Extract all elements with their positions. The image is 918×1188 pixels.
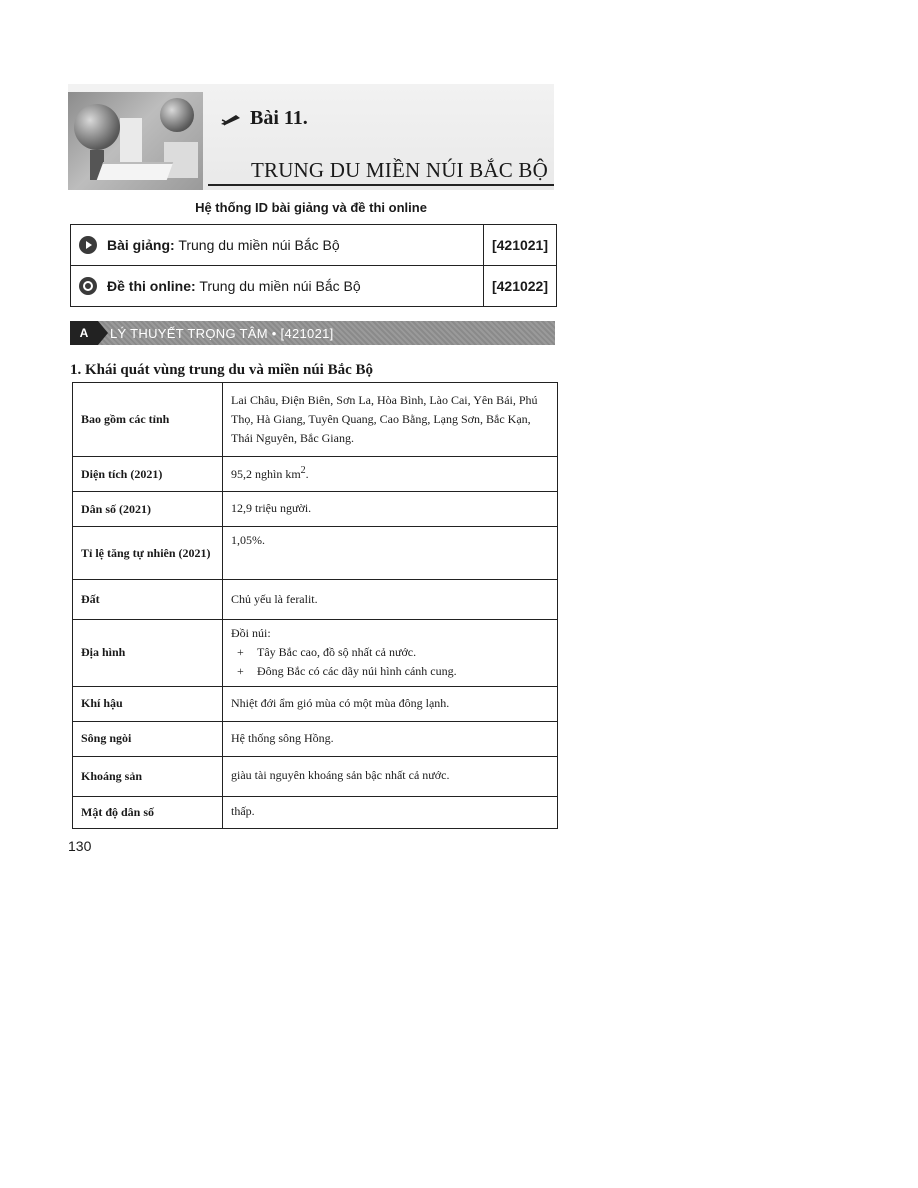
terrain-intro: Đồi núi:	[231, 626, 271, 640]
row-value: Nhiệt đới ẩm gió mùa có một mùa đông lạnh.	[223, 686, 558, 721]
row-value: 1,05%.	[223, 527, 558, 580]
area-period: .	[305, 467, 309, 482]
table-row	[73, 796, 558, 828]
row-label: Mật độ dân số	[73, 796, 223, 828]
exam-code: [421022]	[491, 278, 549, 294]
area-superscript: 2	[300, 465, 306, 477]
lecture-text: Trung du miền núi Bắc Bộ	[178, 237, 340, 253]
clock-icon	[79, 277, 97, 295]
title-underline	[208, 184, 554, 186]
section-letter: A	[70, 321, 98, 345]
row-value: 12,9 triệu người.	[223, 492, 558, 527]
id-system-heading: Hệ thống ID bài giảng và đề thi online	[195, 200, 427, 215]
row-value	[223, 457, 558, 492]
exam-label: Đề thi online:	[107, 278, 196, 294]
id-table	[70, 224, 557, 307]
id-row-lecture[interactable]	[71, 225, 556, 266]
row-label: Dân số (2021)	[73, 492, 223, 527]
table-row	[73, 721, 558, 756]
table-row	[73, 580, 558, 620]
lesson-number	[220, 107, 308, 130]
row-label: Tỉ lệ tăng tự nhiên (2021)	[73, 527, 223, 580]
section-bar	[70, 321, 555, 345]
row-value: Hệ thống sông Hồng.	[223, 721, 558, 756]
row-value: Chủ yếu là feralit.	[223, 580, 558, 620]
table-row	[73, 756, 558, 796]
lecture-code: [421021]	[491, 237, 549, 253]
table-row	[73, 620, 558, 687]
row-label: Địa hình	[73, 620, 223, 687]
terrain-item: + Đông Bắc có các dãy núi hình cánh cung.	[231, 662, 549, 681]
row-value: Lai Châu, Điện Biên, Sơn La, Hòa Bình, Lào Cai, Yên Bái, Phú Thọ, Hà Giang, Tuyên Quang, Cao Bằng, Lạng Sơn, Bắc Kạn, Thái Nguyên, Bắc Giang.	[223, 383, 558, 457]
area-value: 95,2 nghìn km	[231, 467, 301, 482]
section-title: LÝ THUYẾT TRỌNG TÂM • [421021]	[110, 325, 334, 341]
lecture-label: Bài giảng:	[107, 237, 175, 253]
row-label: Khoáng sản	[73, 756, 223, 796]
play-icon	[79, 236, 97, 254]
row-label: Diện tích (2021)	[73, 457, 223, 492]
overview-table	[72, 382, 558, 829]
table-row	[73, 383, 558, 457]
table-row	[73, 686, 558, 721]
lesson-title: TRUNG DU MIỀN NÚI BẮC BỘ	[250, 158, 548, 182]
table-row	[73, 492, 558, 527]
table-row	[73, 457, 558, 492]
pen-icon	[220, 112, 242, 126]
row-value: giàu tài nguyên khoáng sản bậc nhất cả nước.	[223, 756, 558, 796]
id-row-exam[interactable]	[71, 266, 556, 306]
lesson-banner	[68, 84, 554, 190]
globes-photo	[68, 92, 203, 190]
lesson-label: Bài 11.	[250, 107, 308, 129]
terrain-item: + Tây Bắc cao, đồ sộ nhất cả nước.	[231, 643, 549, 662]
row-value	[223, 620, 558, 687]
row-value: thấp.	[223, 796, 558, 828]
row-label: Bao gồm các tỉnh	[73, 383, 223, 457]
table-row	[73, 527, 558, 580]
row-label: Đất	[73, 580, 223, 620]
row-label: Khí hậu	[73, 686, 223, 721]
subsection-heading: 1. Khái quát vùng trung du và miền núi Bắc Bộ	[70, 362, 373, 378]
row-label: Sông ngòi	[73, 721, 223, 756]
exam-text: Trung du miền núi Bắc Bộ	[199, 278, 361, 294]
page-number: 130	[68, 838, 92, 854]
